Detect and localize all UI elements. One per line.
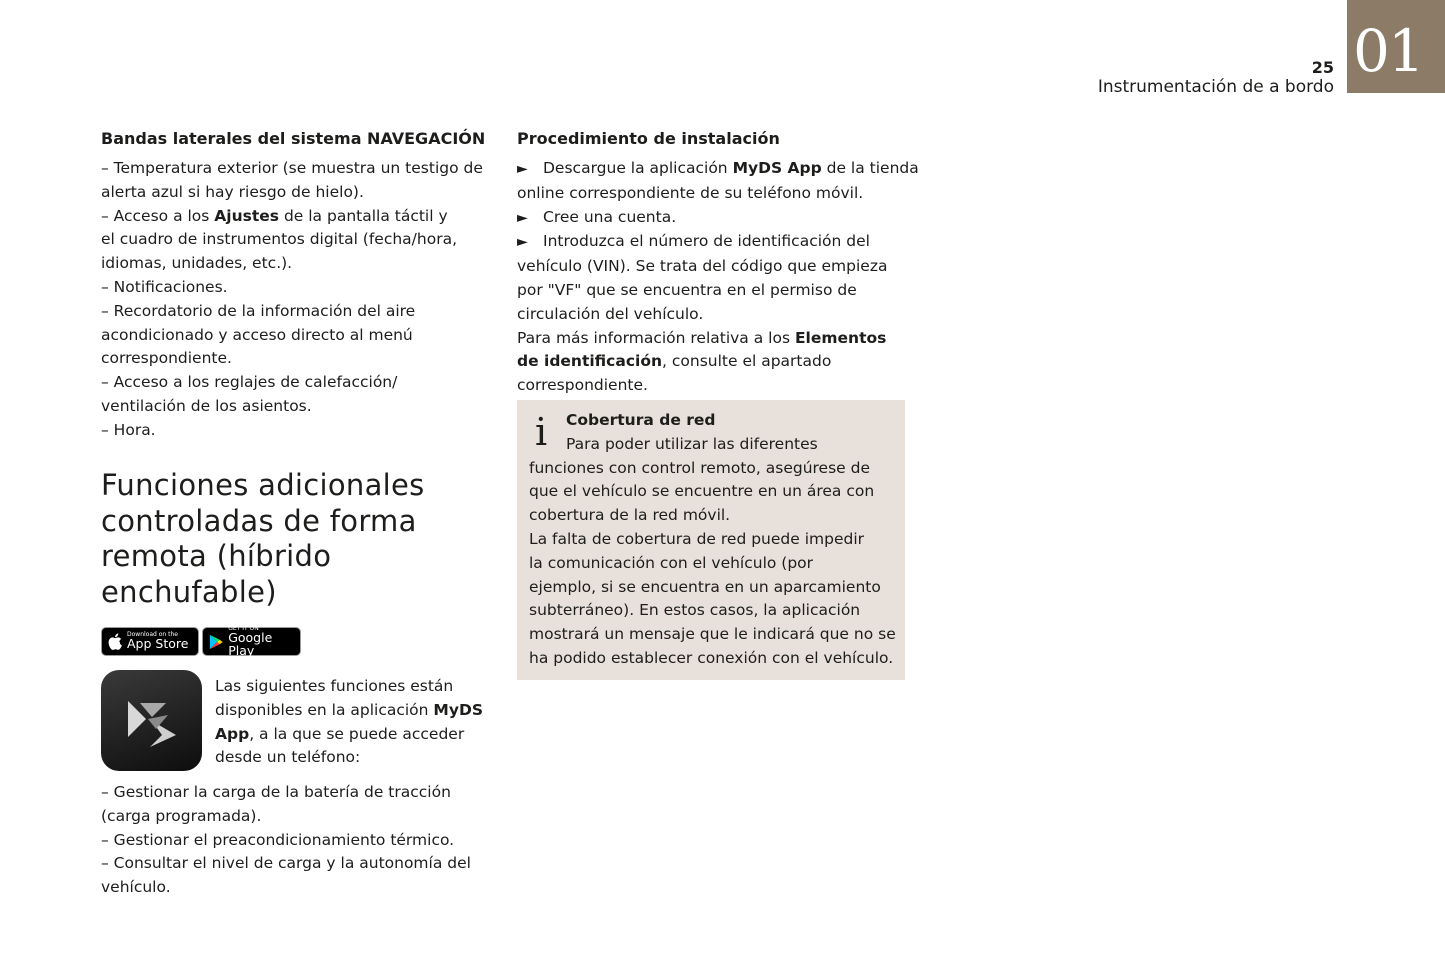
title-line: controladas de forma [101, 503, 417, 538]
arrow-icon: ► [517, 234, 528, 251]
list-line: – Hora. [101, 420, 156, 439]
title-line: Funciones adicionales [101, 468, 425, 502]
info-line: subterráneo). En estos casos, la aplicación [529, 601, 861, 620]
bold-span: Elementos [794, 328, 887, 347]
step-line [517, 350, 909, 374]
step-line: online correspondiente de su teléfono móvil. [517, 183, 864, 202]
list-line: – Notificaciones. [101, 277, 228, 296]
google-play-badge[interactable] [202, 627, 301, 656]
list-line: alerta azul si hay riesgo de hielo). [101, 182, 364, 201]
title-line: enchufable) [101, 574, 277, 609]
myds-app-icon [101, 670, 202, 771]
text-span: , consulte el apartado [662, 352, 832, 371]
text-line: desde un teléfono: [215, 748, 361, 767]
list-line [101, 205, 491, 229]
bold-span: MyDS App [732, 159, 822, 177]
text-span: Descargue la aplicación [543, 159, 733, 177]
list-line: – Consultar el nivel de carga y la autonomía del [101, 854, 471, 873]
list-line: el cuadro de instrumentos digital (fecha/hora, [101, 230, 458, 249]
arrow-icon: ► [517, 161, 528, 177]
step-line [517, 327, 909, 351]
remote-functions-title [101, 468, 491, 610]
step-line: vehículo (VIN). Se trata del código que empieza [517, 257, 888, 276]
list-line: ventilación de los asientos. [101, 396, 312, 415]
badge-text [228, 626, 294, 657]
info-line: cobertura de la red móvil. [529, 506, 731, 525]
remote-functions-list [101, 781, 491, 900]
list-line: vehículo. [101, 878, 171, 897]
installation-heading: Procedimiento de instalación [517, 129, 780, 148]
app-store-badge[interactable] [101, 627, 199, 656]
bold-span: Ajustes [214, 206, 280, 225]
text-line [215, 699, 495, 723]
info-line: ejemplo, si se encuentra en un aparcamiento [529, 577, 881, 596]
chapter-tab [1347, 0, 1445, 93]
list-line: – Gestionar el preacondicionamiento térmico. [101, 830, 455, 849]
text-span: Cree una cuenta. [543, 207, 677, 226]
step-line [517, 206, 909, 231]
info-line: La falta de cobertura de red puede impedir [529, 529, 865, 548]
ds-logo-icon [122, 691, 182, 751]
app-description [215, 675, 495, 770]
apple-icon [108, 633, 122, 650]
text-span: disponibles en la aplicación [215, 700, 434, 719]
badge-text [127, 632, 188, 651]
info-heading [529, 409, 893, 433]
text-span: Introduzca el número de identificación del [543, 232, 870, 251]
text-span: Para más información relativa a los [517, 328, 795, 347]
text-span: de la pantalla táctil y [279, 206, 448, 225]
list-line: acondicionado y acceso directo al menú [101, 325, 413, 344]
network-coverage-infobox [517, 400, 905, 680]
step-line [517, 157, 919, 182]
list-line: (carga programada). [101, 806, 262, 825]
bold-span: de identificación [517, 352, 663, 371]
step-line [517, 230, 909, 255]
step-line: correspondiente. [517, 376, 648, 395]
page-number: 25 [1311, 58, 1334, 77]
badge-big-text: Google Play [228, 630, 273, 658]
text-span: , a la que se puede acceder [249, 724, 465, 743]
list-line: idiomas, unidades, etc.). [101, 254, 293, 273]
bold-span: Cobertura de red [566, 411, 716, 429]
info-line: la comunicación con el vehículo (por [529, 553, 814, 572]
arrow-icon: ► [517, 209, 528, 226]
list-line: – Recordatorio de la información del aire [101, 301, 416, 320]
badge-big-text: App Store [127, 636, 189, 652]
list-line: – Gestionar la carga de la batería de tracción [101, 783, 451, 801]
google-play-icon [209, 633, 223, 651]
side-bands-heading: Bandas laterales del sistema NAVEGACIÓN [101, 129, 486, 148]
chapter-number: 01 [1353, 17, 1423, 85]
store-badges [101, 627, 301, 656]
badge-small-text: Download on the [127, 631, 178, 639]
text-line [215, 723, 495, 747]
info-line: funciones con control remoto, asegúrese de [529, 458, 871, 477]
text-span: – Acceso a los [101, 206, 215, 225]
info-icon: i [535, 410, 548, 454]
info-line: mostrará un mensaje que le indicará que no se [529, 625, 896, 644]
installation-steps [517, 157, 919, 398]
list-line: correspondiente. [101, 349, 232, 368]
middle-column [517, 128, 919, 398]
bold-span: MyDS [433, 700, 483, 719]
list-line: – Acceso a los reglajes de calefacción/ [101, 373, 398, 392]
step-line: por "VF" que se encuentra en el permiso de [517, 280, 857, 299]
bold-span: App [215, 724, 250, 743]
list-line: – Temperatura exterior (se muestra un testigo de [101, 159, 483, 177]
info-line: ha podido establecer conexión con el vehículo. [529, 648, 894, 667]
side-bands-list [101, 157, 491, 443]
info-line: que el vehículo se encuentre en un área con [529, 482, 875, 501]
text-line: Las siguientes funciones están [215, 677, 454, 695]
step-line: circulación del vehículo. [517, 304, 704, 323]
text-span: de la tienda [821, 159, 919, 177]
left-column [101, 128, 491, 443]
badge-small-text: GET IT ON [228, 625, 259, 632]
info-line: Para poder utilizar las diferentes [566, 434, 818, 453]
title-line: remota (híbrido [101, 539, 332, 574]
section-title: Instrumentación de a bordo [1097, 77, 1334, 97]
